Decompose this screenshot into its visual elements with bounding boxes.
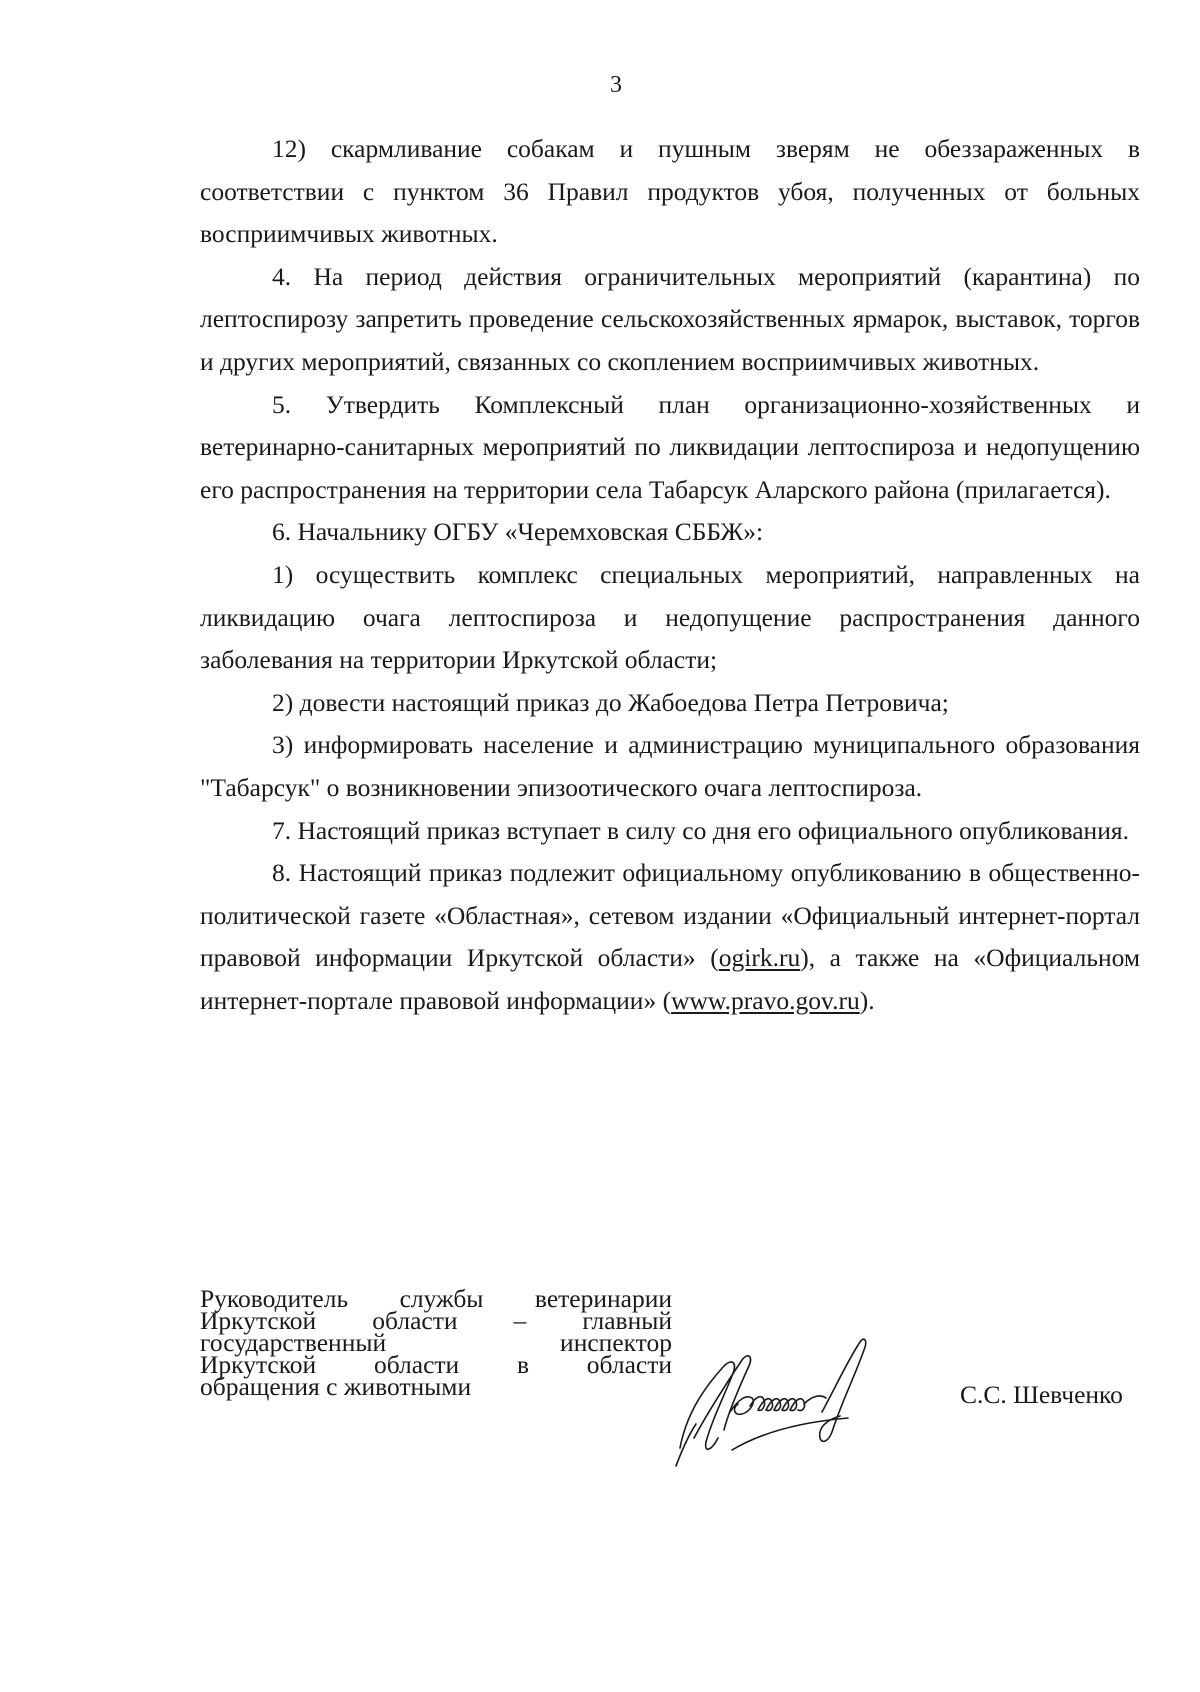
paragraph-section-6: 6. Начальнику ОГБУ «Черемховская СББЖ»: xyxy=(272,517,764,547)
paragraph-section-4: 4. На период действия ограничительных мероприятий (карантина) по лептоспирозу запретить проведение сельскохозяйственных ярмарок, выставок, торгов и других мероприятий, связанных со скоплением восприимчивых животных. xyxy=(200,261,1140,376)
publication-text-middle: ), а также на «Официальном интернет-портале правовой информации» ( xyxy=(200,943,1140,1015)
publication-text-before: 8. Настоящий приказ подлежит официальному опубликованию в общественно-политической газете «Областная», сетевом издании «Официальный интернет-портал правовой информации Иркутской области» ( xyxy=(200,858,1140,973)
position-line-1: Руководитель службы ветеринарии xyxy=(200,1284,672,1313)
position-line-3: государственный инспектор xyxy=(200,1328,672,1357)
handwritten-signature xyxy=(672,1320,932,1470)
paragraph-item-12: 12) скармливание собакам и пушным зверям не обеззараженных в соответствии с пунктом 36 Правил продуктов убоя, полученных от больных восприимчивых животных. xyxy=(200,134,1140,249)
paragraph-section-6-item-3: 3) информировать население и администрацию муниципального образования "Табарсук" о возникновении эпизоотического очага лептоспироза. xyxy=(200,730,1140,802)
page-number: 3 xyxy=(610,72,622,98)
position-line-5: обращения с животными xyxy=(200,1372,472,1401)
ogirk-link[interactable]: ogirk.ru xyxy=(718,943,801,973)
position-line-4: Иркутской области в области xyxy=(200,1350,672,1379)
signatory-name: С.С. Шевченко xyxy=(960,1380,1123,1409)
paragraph-section-5: 5. Утвердить Комплексный план организационно-хозяйственных и ветеринарно-санитарных мероприятий по ликвидации лептоспироза и недопущению его распространения на территории села Табарсук Аларского района (прилагается). xyxy=(200,389,1140,504)
pravo-gov-link[interactable]: www.pravo.gov.ru xyxy=(671,985,860,1015)
publication-text-after: ). xyxy=(859,985,875,1015)
paragraph-section-6-item-1: 1) осуществить комплекс специальных мероприятий, направленных на ликвидацию очага лептоспироза и недопущение распространения данного заболевания на территории Иркутской области; xyxy=(200,559,1140,675)
paragraph-section-7: 7. Настоящий приказ вступает в силу со дня его официального опубликования. xyxy=(272,815,1129,845)
paragraph-section-8 xyxy=(200,852,1140,1022)
position-line-2: Иркутской области – главный xyxy=(200,1306,672,1335)
signatory-position xyxy=(200,1284,672,1401)
document-body xyxy=(200,128,1140,1022)
paragraph-section-6-item-2: 2) довести настоящий приказ до Жабоедова Петра Петровича; xyxy=(272,687,949,717)
